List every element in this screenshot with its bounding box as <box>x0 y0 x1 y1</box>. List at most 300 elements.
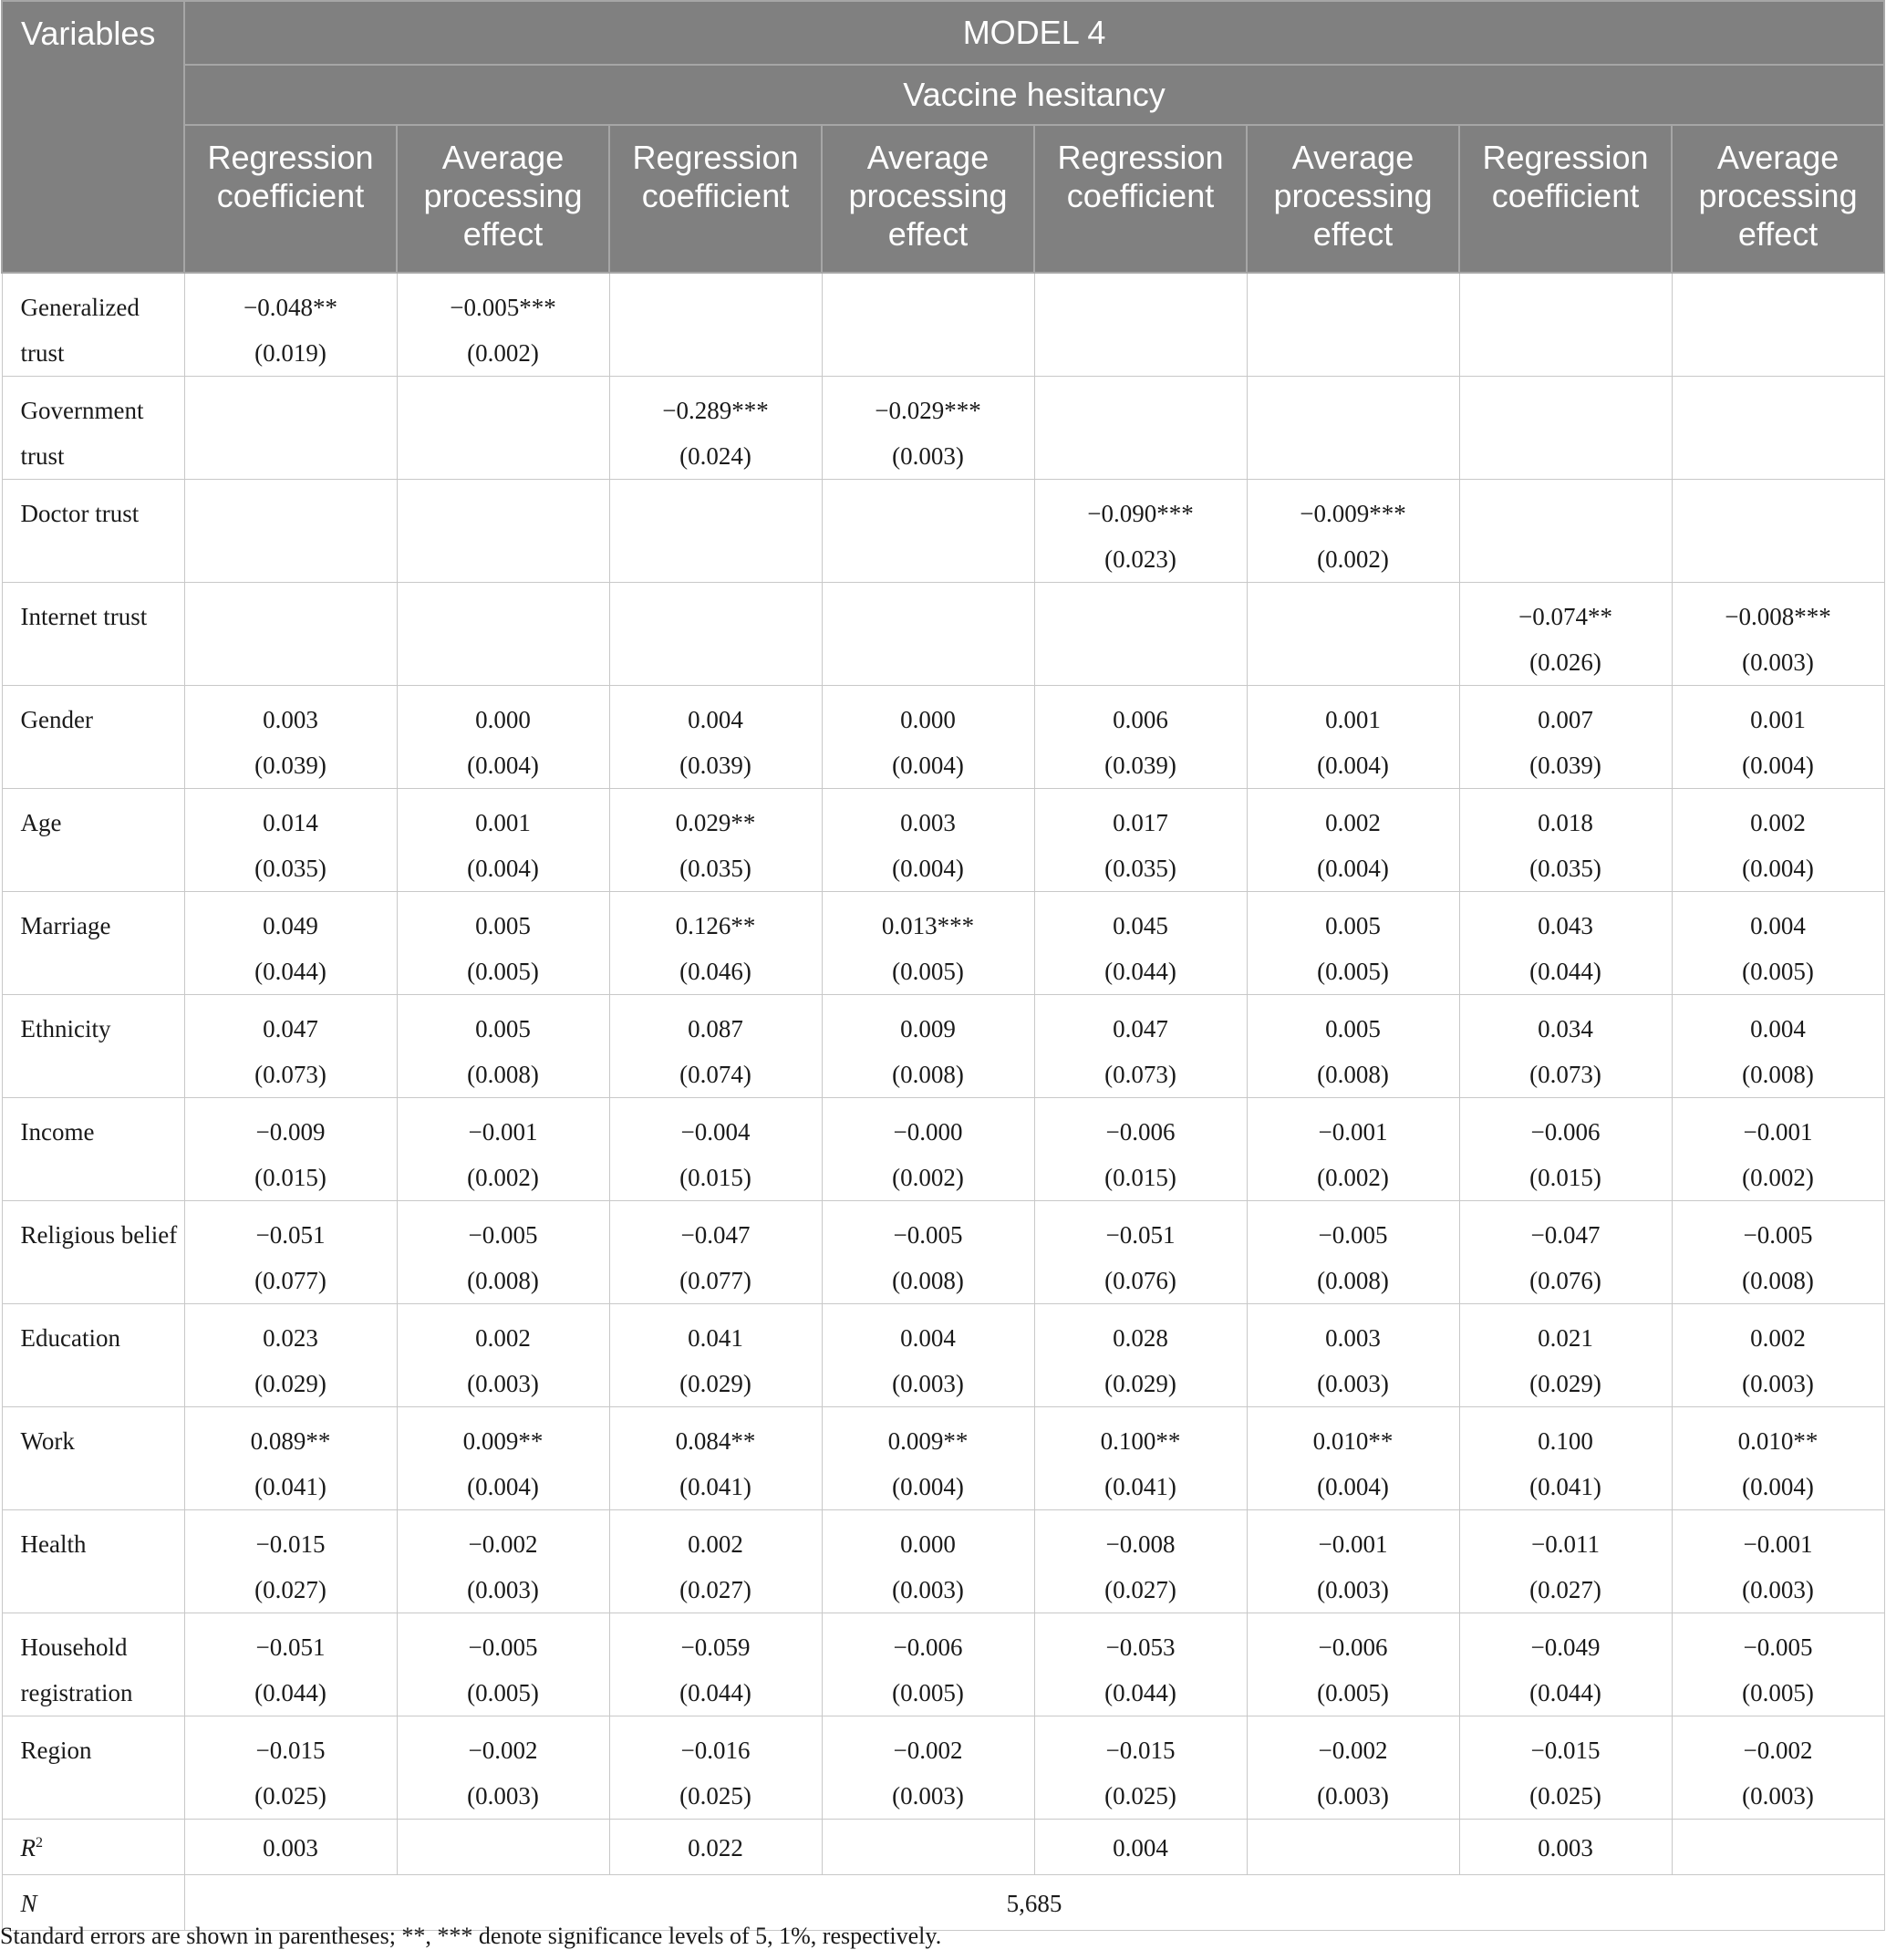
coefficient-value: 0.009** <box>887 1427 969 1455</box>
coefficient-value: 0.002 <box>1325 809 1381 836</box>
standard-error-value: (0.002) <box>467 1164 539 1191</box>
table-cell <box>609 1098 822 1201</box>
coefficient-value: −0.016 <box>680 1737 751 1764</box>
n-value: 5,685 <box>184 1875 1884 1931</box>
standard-error-value: (0.015) <box>1529 1164 1601 1191</box>
row-label: Internet trust <box>2 583 184 686</box>
row-label: Age <box>2 789 184 892</box>
coefficient-value: 0.001 <box>475 809 531 836</box>
standard-error-value: (0.005) <box>1742 958 1814 985</box>
table-cell <box>397 1716 609 1820</box>
standard-error-value: (0.005) <box>892 1679 964 1706</box>
standard-error-value: (0.002) <box>467 339 539 367</box>
coefficient-value: −0.000 <box>893 1118 963 1146</box>
table-cell <box>609 273 822 377</box>
table-cell <box>1034 1407 1247 1510</box>
coefficient-value: 0.005 <box>1325 912 1381 939</box>
table-cell <box>822 892 1034 995</box>
table-cell <box>822 789 1034 892</box>
row-label: Gender <box>2 686 184 789</box>
coefficient-value: 0.001 <box>1750 706 1806 733</box>
table-cell <box>609 1510 822 1613</box>
standard-error-value: (0.015) <box>679 1164 751 1191</box>
standard-error-value: (0.004) <box>467 855 539 882</box>
standard-error-value: (0.015) <box>1104 1164 1176 1191</box>
standard-error-value: (0.005) <box>467 1679 539 1706</box>
table-cell <box>184 583 397 686</box>
model-header: MODEL 4 <box>184 1 1884 65</box>
standard-error-value: (0.039) <box>1529 752 1601 779</box>
coefficient-value: 0.100 <box>1538 1427 1593 1455</box>
average-processing-effect-header: Average processing effect <box>397 125 609 273</box>
table-cell <box>609 892 822 995</box>
coefficient-value: 0.014 <box>263 809 318 836</box>
standard-error-value: (0.004) <box>1317 1473 1389 1500</box>
standard-error-value: (0.041) <box>1529 1473 1601 1500</box>
standard-error-value: (0.005) <box>1742 1679 1814 1706</box>
table-cell <box>1459 377 1672 480</box>
table-cell <box>1034 273 1247 377</box>
table-row <box>2 1201 1884 1304</box>
table-cell <box>1459 1201 1672 1304</box>
table-cell <box>1459 892 1672 995</box>
standard-error-value: (0.026) <box>1529 648 1601 676</box>
table-cell <box>397 892 609 995</box>
coefficient-value: −0.001 <box>1743 1118 1813 1146</box>
table-cell <box>1034 1613 1247 1716</box>
table-cell <box>397 1613 609 1716</box>
coefficient-value: −0.006 <box>1318 1633 1388 1661</box>
standard-error-value: (0.004) <box>1317 855 1389 882</box>
coefficient-value: −0.015 <box>255 1530 326 1558</box>
standard-error-value: (0.035) <box>1529 855 1601 882</box>
table-cell <box>1247 686 1459 789</box>
standard-error-value: (0.003) <box>1317 1370 1389 1397</box>
table-cell <box>184 1407 397 1510</box>
coefficient-value: 0.000 <box>475 706 531 733</box>
standard-error-value: (0.008) <box>467 1061 539 1088</box>
table-cell <box>1247 789 1459 892</box>
coefficient-value: 0.021 <box>1538 1324 1593 1352</box>
table-cell <box>397 1510 609 1613</box>
coefficient-value: −0.005 <box>1743 1633 1813 1661</box>
standard-error-value: (0.027) <box>1529 1576 1601 1603</box>
table-cell <box>1672 1201 1884 1304</box>
standard-error-value: (0.039) <box>679 752 751 779</box>
table-cell <box>397 377 609 480</box>
standard-error-value: (0.076) <box>1104 1267 1176 1294</box>
coefficient-value: 0.028 <box>1113 1324 1168 1352</box>
coefficient-value: 0.045 <box>1113 912 1168 939</box>
table-cell <box>1247 1304 1459 1407</box>
average-processing-effect-header: Average processing effect <box>1247 125 1459 273</box>
coefficient-value: 0.002 <box>1750 809 1806 836</box>
table-header <box>2 1 1884 273</box>
table-cell <box>1247 1510 1459 1613</box>
table-cell <box>184 995 397 1098</box>
table-row <box>2 1716 1884 1820</box>
coefficient-value: 0.013*** <box>881 912 975 939</box>
table-cell <box>184 1613 397 1716</box>
row-label: Ethnicity <box>2 995 184 1098</box>
table-cell <box>397 273 609 377</box>
table-cell <box>822 1098 1034 1201</box>
standard-error-value: (0.002) <box>892 1164 964 1191</box>
coefficient-value: −0.005 <box>893 1221 963 1249</box>
n-label: N <box>2 1875 184 1931</box>
coefficient-value: −0.006 <box>1530 1118 1601 1146</box>
coefficient-value: 0.001 <box>1325 706 1381 733</box>
standard-error-value: (0.008) <box>1742 1267 1814 1294</box>
coefficient-value: 0.005 <box>475 1015 531 1042</box>
coefficient-value: 0.000 <box>900 706 956 733</box>
coefficient-value: −0.051 <box>255 1633 326 1661</box>
table-cell <box>184 273 397 377</box>
table-cell <box>1459 1304 1672 1407</box>
coefficient-value: −0.289*** <box>662 397 769 424</box>
standard-error-value: (0.004) <box>892 752 964 779</box>
table-cell <box>184 480 397 583</box>
table-cell <box>1459 1613 1672 1716</box>
regression-coefficient-header: Regression coefficient <box>1459 125 1672 273</box>
standard-error-value: (0.041) <box>1104 1473 1176 1500</box>
standard-error-value: (0.027) <box>1104 1576 1176 1603</box>
table-cell <box>184 686 397 789</box>
coefficient-value: −0.008 <box>1105 1530 1176 1558</box>
coefficient-value: −0.009*** <box>1300 500 1406 527</box>
coefficient-value: 0.005 <box>475 912 531 939</box>
r-squared-value <box>1247 1820 1459 1875</box>
table-cell <box>822 480 1034 583</box>
standard-error-value: (0.005) <box>892 958 964 985</box>
table-cell <box>1034 1098 1247 1201</box>
table-cell <box>184 1098 397 1201</box>
coefficient-value: 0.005 <box>1325 1015 1381 1042</box>
table-cell <box>822 686 1034 789</box>
table-cell <box>1034 1304 1247 1407</box>
table-cell <box>1459 686 1672 789</box>
coefficient-value: −0.074** <box>1518 603 1612 630</box>
standard-error-value: (0.041) <box>679 1473 751 1500</box>
table-cell <box>1672 995 1884 1098</box>
table-cell <box>609 1407 822 1510</box>
standard-error-value: (0.039) <box>1104 752 1176 779</box>
standard-error-value: (0.003) <box>467 1782 539 1810</box>
r-squared-symbol: R <box>20 1834 36 1861</box>
standard-error-value: (0.044) <box>1529 958 1601 985</box>
coefficient-value: 0.004 <box>1750 912 1806 939</box>
table-row <box>2 686 1884 789</box>
table-cell <box>822 377 1034 480</box>
table-cell <box>609 583 822 686</box>
standard-error-value: (0.004) <box>1742 752 1814 779</box>
table-row <box>2 1407 1884 1510</box>
table-cell <box>1034 1716 1247 1820</box>
table-cell <box>1034 583 1247 686</box>
regression-table <box>1 0 1885 1931</box>
coefficient-value: 0.004 <box>1750 1015 1806 1042</box>
coefficient-value: 0.041 <box>688 1324 743 1352</box>
coefficient-value: −0.005*** <box>450 294 556 321</box>
r-squared-value: 0.004 <box>1034 1820 1247 1875</box>
row-label: Generalized trust <box>2 273 184 377</box>
standard-error-value: (0.003) <box>1317 1576 1389 1603</box>
standard-error-value: (0.035) <box>1104 855 1176 882</box>
table-cell <box>1672 480 1884 583</box>
table-cell <box>1247 892 1459 995</box>
r-squared-value <box>822 1820 1034 1875</box>
table-cell <box>397 1304 609 1407</box>
table-row <box>2 273 1884 377</box>
row-label: Marriage <box>2 892 184 995</box>
table-cell <box>397 995 609 1098</box>
table-cell <box>1672 583 1884 686</box>
standard-error-value: (0.044) <box>1104 1679 1176 1706</box>
coefficient-value: −0.051 <box>1105 1221 1176 1249</box>
table-cell <box>1459 995 1672 1098</box>
table-cell <box>1247 1716 1459 1820</box>
standard-error-value: (0.046) <box>679 958 751 985</box>
coefficient-value: 0.002 <box>475 1324 531 1352</box>
table-cell <box>822 583 1034 686</box>
coefficient-value: 0.017 <box>1113 809 1168 836</box>
standard-error-value: (0.024) <box>679 442 751 470</box>
table-cell <box>1672 1407 1884 1510</box>
row-label: Doctor trust <box>2 480 184 583</box>
r-squared-label <box>2 1820 184 1875</box>
row-label: Household registration <box>2 1613 184 1716</box>
standard-error-value: (0.035) <box>254 855 326 882</box>
table-cell <box>822 1304 1034 1407</box>
coefficient-value: −0.001 <box>1318 1118 1388 1146</box>
standard-error-value: (0.035) <box>679 855 751 882</box>
table-cell <box>184 1201 397 1304</box>
standard-error-value: (0.073) <box>1104 1061 1176 1088</box>
standard-error-value: (0.004) <box>892 855 964 882</box>
table-cell <box>1034 995 1247 1098</box>
standard-error-value: (0.044) <box>254 958 326 985</box>
row-label: Education <box>2 1304 184 1407</box>
table-row <box>2 789 1884 892</box>
table-row <box>2 1304 1884 1407</box>
standard-error-value: (0.025) <box>1104 1782 1176 1810</box>
coefficient-value: −0.051 <box>255 1221 326 1249</box>
standard-error-value: (0.008) <box>467 1267 539 1294</box>
table-cell <box>1247 480 1459 583</box>
coefficient-value: −0.009 <box>255 1118 326 1146</box>
coefficient-value: −0.029*** <box>875 397 981 424</box>
table-cell <box>609 1716 822 1820</box>
table-cell <box>1247 377 1459 480</box>
row-label: Region <box>2 1716 184 1820</box>
table-cell <box>609 789 822 892</box>
table-cell <box>1034 686 1247 789</box>
coefficient-value: 0.100** <box>1100 1427 1181 1455</box>
coefficient-value: 0.009 <box>900 1015 956 1042</box>
coefficient-value: 0.084** <box>675 1427 756 1455</box>
standard-error-value: (0.077) <box>679 1267 751 1294</box>
standard-error-value: (0.076) <box>1529 1267 1601 1294</box>
standard-error-value: (0.023) <box>1104 545 1176 573</box>
r-squared-value: 0.003 <box>184 1820 397 1875</box>
standard-error-value: (0.044) <box>1529 1679 1601 1706</box>
table-cell <box>609 995 822 1098</box>
table-cell <box>184 892 397 995</box>
coefficient-value: 0.043 <box>1538 912 1593 939</box>
coefficient-value: 0.023 <box>263 1324 318 1352</box>
coefficient-value: 0.009** <box>462 1427 544 1455</box>
table-row <box>2 1510 1884 1613</box>
table-cell <box>1459 1716 1672 1820</box>
standard-error-value: (0.039) <box>254 752 326 779</box>
table-cell <box>609 686 822 789</box>
r-squared-value <box>397 1820 609 1875</box>
standard-error-value: (0.004) <box>467 1473 539 1500</box>
table-cell <box>1672 273 1884 377</box>
standard-error-value: (0.044) <box>1104 958 1176 985</box>
coefficient-value: −0.015 <box>255 1737 326 1764</box>
table-cell <box>1034 892 1247 995</box>
coefficient-value: 0.126** <box>675 912 756 939</box>
table-cell <box>1247 1613 1459 1716</box>
standard-error-value: (0.073) <box>254 1061 326 1088</box>
standard-error-value: (0.044) <box>679 1679 751 1706</box>
coefficient-value: −0.002 <box>1743 1737 1813 1764</box>
standard-error-value: (0.002) <box>1317 545 1389 573</box>
coefficient-value: −0.059 <box>680 1633 751 1661</box>
table-cell <box>822 1201 1034 1304</box>
table-cell <box>1247 273 1459 377</box>
table-cell <box>1459 1098 1672 1201</box>
coefficient-value: −0.011 <box>1531 1530 1600 1558</box>
standard-error-value: (0.002) <box>1742 1164 1814 1191</box>
coefficient-value: 0.004 <box>900 1324 956 1352</box>
row-label: Government trust <box>2 377 184 480</box>
row-label: Work <box>2 1407 184 1510</box>
row-label: Health <box>2 1510 184 1613</box>
standard-error-value: (0.027) <box>679 1576 751 1603</box>
table-row <box>2 583 1884 686</box>
table-row <box>2 1098 1884 1201</box>
coefficient-value: −0.002 <box>893 1737 963 1764</box>
table-cell <box>397 1407 609 1510</box>
standard-error-value: (0.005) <box>1317 1679 1389 1706</box>
coefficient-value: −0.004 <box>680 1118 751 1146</box>
coefficient-value: −0.006 <box>893 1633 963 1661</box>
table-cell <box>1459 583 1672 686</box>
r-squared-value <box>1672 1820 1884 1875</box>
table-cell <box>1672 1613 1884 1716</box>
table-cell <box>397 480 609 583</box>
coefficient-value: 0.003 <box>263 706 318 733</box>
coefficient-value: −0.001 <box>1743 1530 1813 1558</box>
table-cell <box>609 1613 822 1716</box>
table-cell <box>184 1716 397 1820</box>
coefficient-value: −0.008*** <box>1725 603 1831 630</box>
coefficient-value: −0.005 <box>1318 1221 1388 1249</box>
standard-error-value: (0.025) <box>679 1782 751 1810</box>
coefficient-value: 0.002 <box>688 1530 743 1558</box>
table-cell <box>1459 789 1672 892</box>
standard-error-value: (0.025) <box>1529 1782 1601 1810</box>
table-cell <box>1034 789 1247 892</box>
standard-error-value: (0.041) <box>254 1473 326 1500</box>
standard-error-value: (0.015) <box>254 1164 326 1191</box>
regression-coefficient-header: Regression coefficient <box>184 125 397 273</box>
standard-error-value: (0.003) <box>1742 1576 1814 1603</box>
table-row <box>2 892 1884 995</box>
coefficient-value: 0.047 <box>1113 1015 1168 1042</box>
standard-error-value: (0.003) <box>892 1782 964 1810</box>
standard-error-value: (0.077) <box>254 1267 326 1294</box>
coefficient-value: −0.049 <box>1530 1633 1601 1661</box>
table-cell <box>1672 1098 1884 1201</box>
coefficient-value: 0.029** <box>675 809 756 836</box>
dependent-variable-header: Vaccine hesitancy <box>184 65 1884 125</box>
table-cell <box>397 789 609 892</box>
standard-error-value: (0.003) <box>892 1576 964 1603</box>
coefficient-value: 0.087 <box>688 1015 743 1042</box>
table-cell <box>184 1510 397 1613</box>
table-cell <box>1247 583 1459 686</box>
table-footnote: Standard errors are shown in parentheses; **, *** denote significance levels of 5, 1%, respectively. <box>0 1923 942 1949</box>
table-cell <box>397 1201 609 1304</box>
table-cell <box>609 480 822 583</box>
table-cell <box>1672 892 1884 995</box>
coefficient-value: −0.047 <box>1530 1221 1601 1249</box>
r-squared-row <box>2 1820 1884 1875</box>
standard-error-value: (0.003) <box>1317 1782 1389 1810</box>
standard-error-value: (0.029) <box>1529 1370 1601 1397</box>
standard-error-value: (0.029) <box>254 1370 326 1397</box>
table-cell <box>609 1201 822 1304</box>
average-processing-effect-header: Average processing effect <box>1672 125 1884 273</box>
coefficient-value: 0.007 <box>1538 706 1593 733</box>
coefficient-value: −0.001 <box>468 1118 538 1146</box>
coefficient-value: 0.004 <box>688 706 743 733</box>
coefficient-value: −0.053 <box>1105 1633 1176 1661</box>
table-cell <box>1672 377 1884 480</box>
standard-error-value: (0.003) <box>467 1576 539 1603</box>
standard-error-value: (0.044) <box>254 1679 326 1706</box>
standard-error-value: (0.008) <box>892 1061 964 1088</box>
table-cell <box>1247 995 1459 1098</box>
table-cell <box>1459 480 1672 583</box>
coefficient-value: −0.005 <box>468 1633 538 1661</box>
coefficient-value: 0.089** <box>250 1427 331 1455</box>
table-cell <box>184 1304 397 1407</box>
table-cell <box>397 1098 609 1201</box>
coefficient-value: −0.015 <box>1105 1737 1176 1764</box>
coefficient-value: 0.006 <box>1113 706 1168 733</box>
coefficient-value: −0.005 <box>468 1221 538 1249</box>
table-cell <box>1672 789 1884 892</box>
regression-coefficient-header: Regression coefficient <box>1034 125 1247 273</box>
table-cell <box>1672 1510 1884 1613</box>
table-cell <box>1459 273 1672 377</box>
standard-error-value: (0.008) <box>1317 1061 1389 1088</box>
coefficient-value: 0.010** <box>1737 1427 1819 1455</box>
standard-error-value: (0.029) <box>1104 1370 1176 1397</box>
table-cell <box>609 377 822 480</box>
coefficient-value: −0.048** <box>244 294 337 321</box>
table-row <box>2 1613 1884 1716</box>
regression-coefficient-header: Regression coefficient <box>609 125 822 273</box>
coefficient-value: 0.018 <box>1538 809 1593 836</box>
variables-header: Variables <box>2 1 184 273</box>
coefficient-value: −0.090*** <box>1087 500 1194 527</box>
coefficient-value: 0.000 <box>900 1530 956 1558</box>
